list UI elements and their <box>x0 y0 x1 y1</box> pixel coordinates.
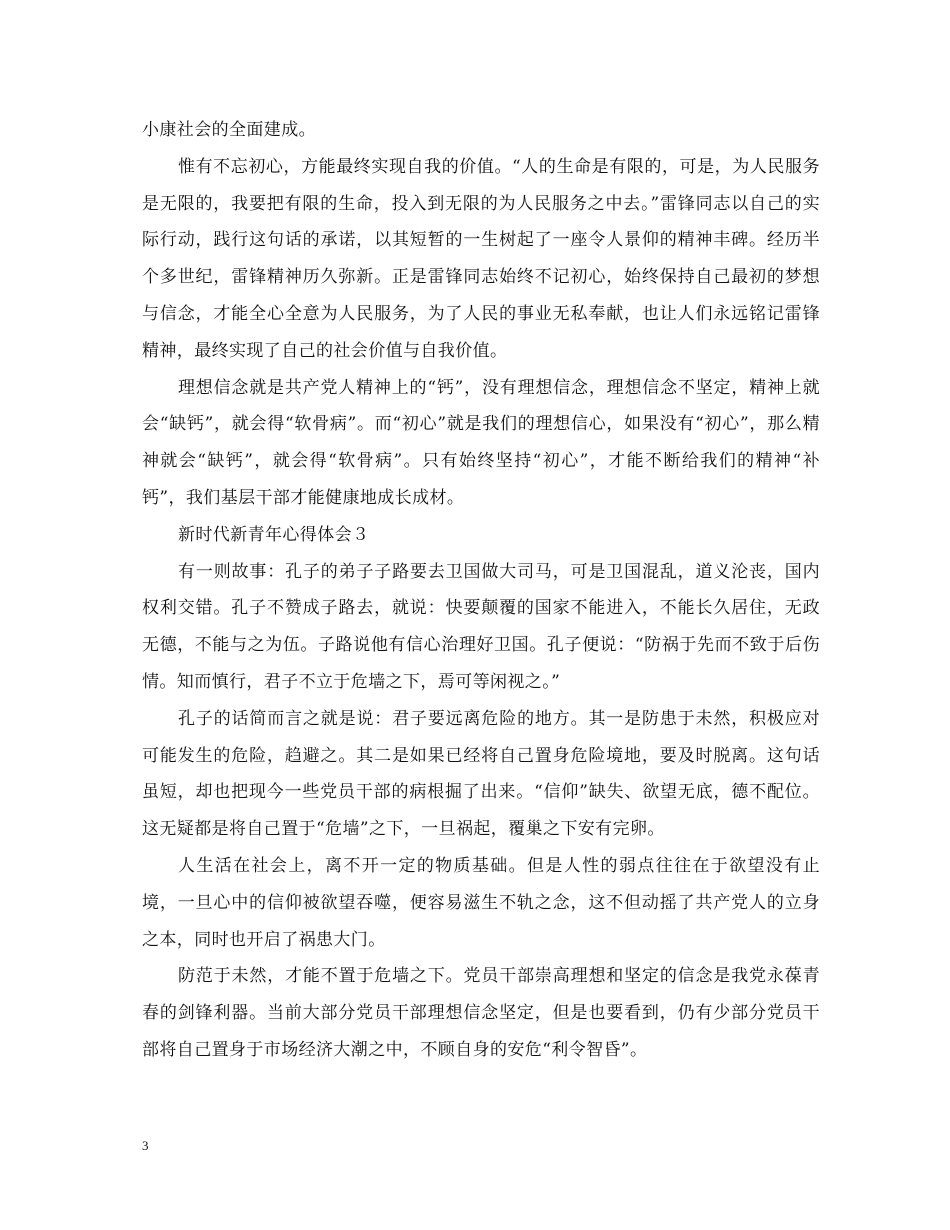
paragraph-4: 有一则故事：孔子的弟子子路要去卫国做大司马，可是卫国混乱，道义沦丧，国内权利交错。孔子不赞成子路去，就说：快要颠覆的国家不能进入，不能长久居住，无政无德，不能与之为伍。子路说他有信心治理好卫国。孔子便说：“防祸于先而不致于后伤情。知而慎行，君子不立于危墙之下，焉可等闲视之。” <box>142 561 820 692</box>
section-heading: 新时代新青年心得体会３ <box>178 524 370 545</box>
paragraph-7: 防范于未然，才能不置于危墙之下。党员干部崇高理想和坚定的信念是我党永葆青春的剑锋利器。当前大部分党员干部理想信念坚定，但是也要看到，仍有少部分党员干部将自己置身于市场经济大潮之中，不顾自身的安危“利令智昏”。 <box>142 966 820 1060</box>
paragraph-5: 孔子的话简而言之就是说：君子要远离危险的地方。其一是防患于未然，积极应对可能发生的危险，趋避之。其二是如果已经将自己置身危险境地，要及时脱离。这句话虽短，却也把现今一些党员干部的病根掘了出来。“信仰”缺失、欲望无底，德不配位。这无疑都是将自己置于“危墙”之下，一旦祸起，覆巢之下安有完卵。 <box>142 708 820 840</box>
paragraph-1: 小康社会的全面建成。 <box>142 120 316 140</box>
paragraph-2: 惟有不忘初心，方能最终实现自我的价值。“人的生命是有限的，可是，为人民服务是无限的，我要把有限的生命，投入到无限的为人民服务之中去。”雷锋同志以自己的实际行动，践行这句话的承诺，以其短暂的一生树起了一座令人景仰的精神丰碑。经历半个多世纪，雷锋精神历久弥新。正是雷锋同志始终不记初心，始终保持自己最初的梦想与信念，才能全心全意为人民服务，为了人民的事业无私奉献，也让人们永远铭记雷锋精神，最终实现了自己的社会价值与自我价值。 <box>142 156 820 361</box>
page-number: 3 <box>142 1138 149 1153</box>
paragraph-6: 人生活在社会上，离不开一定的物质基础。但是人性的弱点往往在于欲望没有止境，一旦心中的信仰被欲望吞噬，便容易滋生不轨之念，这不但动摇了共产党人的立身之本，同时也开启了祸患大门。 <box>142 855 820 950</box>
paragraph-3: 理想信念就是共产党人精神上的“钙”，没有理想信念，理想信念不坚定，精神上就会“缺钙”，就会得“软骨病”。而“初心”就是我们的理想信心，如果没有“初心”，那么精神就会“缺钙”，就会得“软骨病”。只有始终坚持“初心”，才能不断给我们的精神“补钙”，我们基层干部才能健康地成长成材。 <box>142 377 820 508</box>
body-text <box>142 112 820 1069</box>
